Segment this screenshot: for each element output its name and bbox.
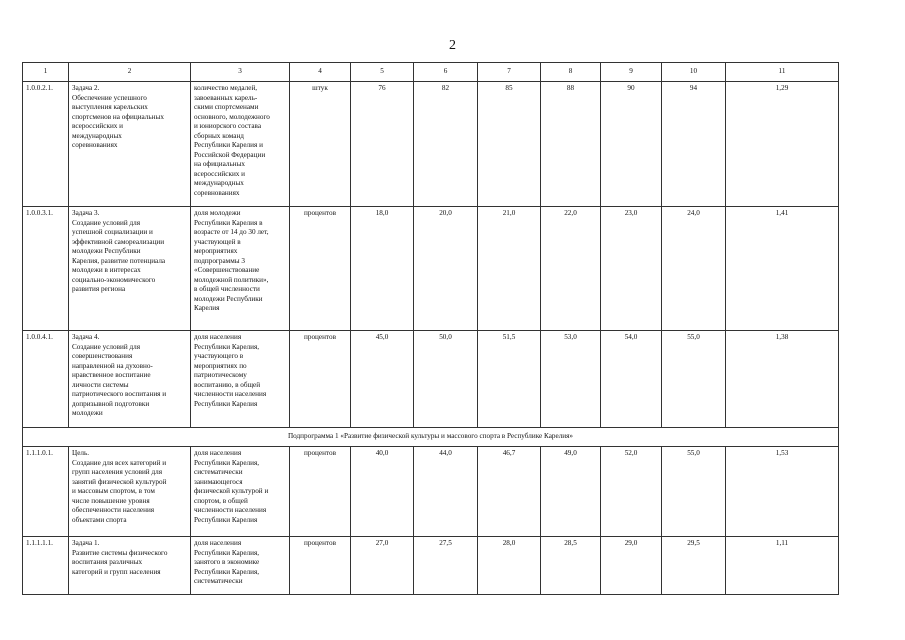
row-value: 88	[541, 82, 601, 207]
row-value: 27,5	[414, 537, 478, 595]
row-value: 85	[478, 82, 541, 207]
row-task: Задача 1. Развитие системы физического воспитания различных категорий и групп населения	[69, 537, 191, 595]
row-value: 82	[414, 82, 478, 207]
row-value: 90	[601, 82, 662, 207]
row-value: 21,0	[478, 207, 541, 331]
row-unit: процентов	[290, 447, 351, 537]
row-unit: процентов	[290, 537, 351, 595]
row-value: 52,0	[601, 447, 662, 537]
row-value: 22,0	[541, 207, 601, 331]
page-number: 2	[449, 38, 456, 53]
table-row	[23, 447, 839, 537]
column-number: 4	[290, 63, 351, 82]
row-value: 40,0	[351, 447, 414, 537]
table-row	[23, 82, 839, 207]
row-value: 55,0	[662, 331, 726, 428]
row-task: Цель. Создание для всех категорий и групп населения условий для занятий физической культурой и массовым спортом, в том числе повышение уровня обеспеченности населения объектами спорта	[69, 447, 191, 537]
row-value: 20,0	[414, 207, 478, 331]
row-value: 45,0	[351, 331, 414, 428]
row-value: 23,0	[601, 207, 662, 331]
row-value: 49,0	[541, 447, 601, 537]
row-value: 54,0	[601, 331, 662, 428]
row-code: 1.1.1.1.1.	[23, 537, 69, 595]
column-number: 3	[191, 63, 290, 82]
column-number: 1	[23, 63, 69, 82]
row-task: Задача 2. Обеспечение успешного выступления карельских спортсменов на официальных всероссийских и международных соревнованиях	[69, 82, 191, 207]
row-unit: процентов	[290, 207, 351, 331]
row-value: 53,0	[541, 331, 601, 428]
row-value: 46,7	[478, 447, 541, 537]
column-number: 2	[69, 63, 191, 82]
column-number: 11	[726, 63, 839, 82]
row-value: 51,5	[478, 331, 541, 428]
row-value: 55,0	[662, 447, 726, 537]
row-indicator: доля населения Республики Карелия, занятого в экономике Республики Карелия, систематически	[191, 537, 290, 595]
indicators-table	[22, 62, 839, 595]
row-code: 1.1.1.0.1.	[23, 447, 69, 537]
row-value: 94	[662, 82, 726, 207]
table-row	[23, 537, 839, 595]
subprogram-title: Подпрограмма 1 «Развитие физической культуры и массового спорта в Республике Карелия»	[23, 428, 839, 447]
row-ratio: 1,11	[726, 537, 839, 595]
row-code: 1.0.0.2.1.	[23, 82, 69, 207]
table-row	[23, 331, 839, 428]
row-code: 1.0.0.4.1.	[23, 331, 69, 428]
row-value: 27,0	[351, 537, 414, 595]
column-number: 10	[662, 63, 726, 82]
row-value: 76	[351, 82, 414, 207]
row-value: 29,0	[601, 537, 662, 595]
row-unit: штук	[290, 82, 351, 207]
row-unit: процентов	[290, 331, 351, 428]
row-code: 1.0.0.3.1.	[23, 207, 69, 331]
row-value: 44,0	[414, 447, 478, 537]
row-indicator: доля населения Республики Карелия, участвующего в мероприятиях по патриотическому воспитанию, в общей численности населения Республики Карелия	[191, 331, 290, 428]
row-value: 18,0	[351, 207, 414, 331]
column-number: 8	[541, 63, 601, 82]
row-task: Задача 3. Создание условий для успешной социализации и эффективной самореализации молодежи Республики Карелия, развитие потенциала молодежи в интересах социально-экономического развития региона	[69, 207, 191, 331]
row-ratio: 1,38	[726, 331, 839, 428]
column-number: 5	[351, 63, 414, 82]
row-task: Задача 4. Создание условий для совершенствования направленной на духовно- нравственное воспитание личности системы патриотического воспитания и допризывной подготовки молодежи	[69, 331, 191, 428]
column-number: 9	[601, 63, 662, 82]
row-indicator: доля молодежи Республики Карелия в возрасте от 14 до 30 лет, участвующей в мероприятиях подпрограммы 3 «Совершенствование молодежной политики», в общей численности молодежи Республики Карелия	[191, 207, 290, 331]
row-ratio: 1,29	[726, 82, 839, 207]
row-value: 28,5	[541, 537, 601, 595]
row-value: 28,0	[478, 537, 541, 595]
column-number-row	[23, 63, 839, 82]
table-row	[23, 207, 839, 331]
row-indicator: количество медалей, завоеванных карель- скими спортсменами основного, молодежного и юниорского состава сборных команд Республики Карелия и Российской Федерации на официальных всероссийских и международных соревнованиях	[191, 82, 290, 207]
column-number: 7	[478, 63, 541, 82]
row-indicator: доля населения Республики Карелия, систематически занимающегося физической культурой и спортом, в общей численности населения Республики Карелия	[191, 447, 290, 537]
row-value: 24,0	[662, 207, 726, 331]
row-ratio: 1,53	[726, 447, 839, 537]
subprogram-section-row	[23, 428, 839, 447]
row-ratio: 1,41	[726, 207, 839, 331]
row-value: 50,0	[414, 331, 478, 428]
column-number: 6	[414, 63, 478, 82]
row-value: 29,5	[662, 537, 726, 595]
